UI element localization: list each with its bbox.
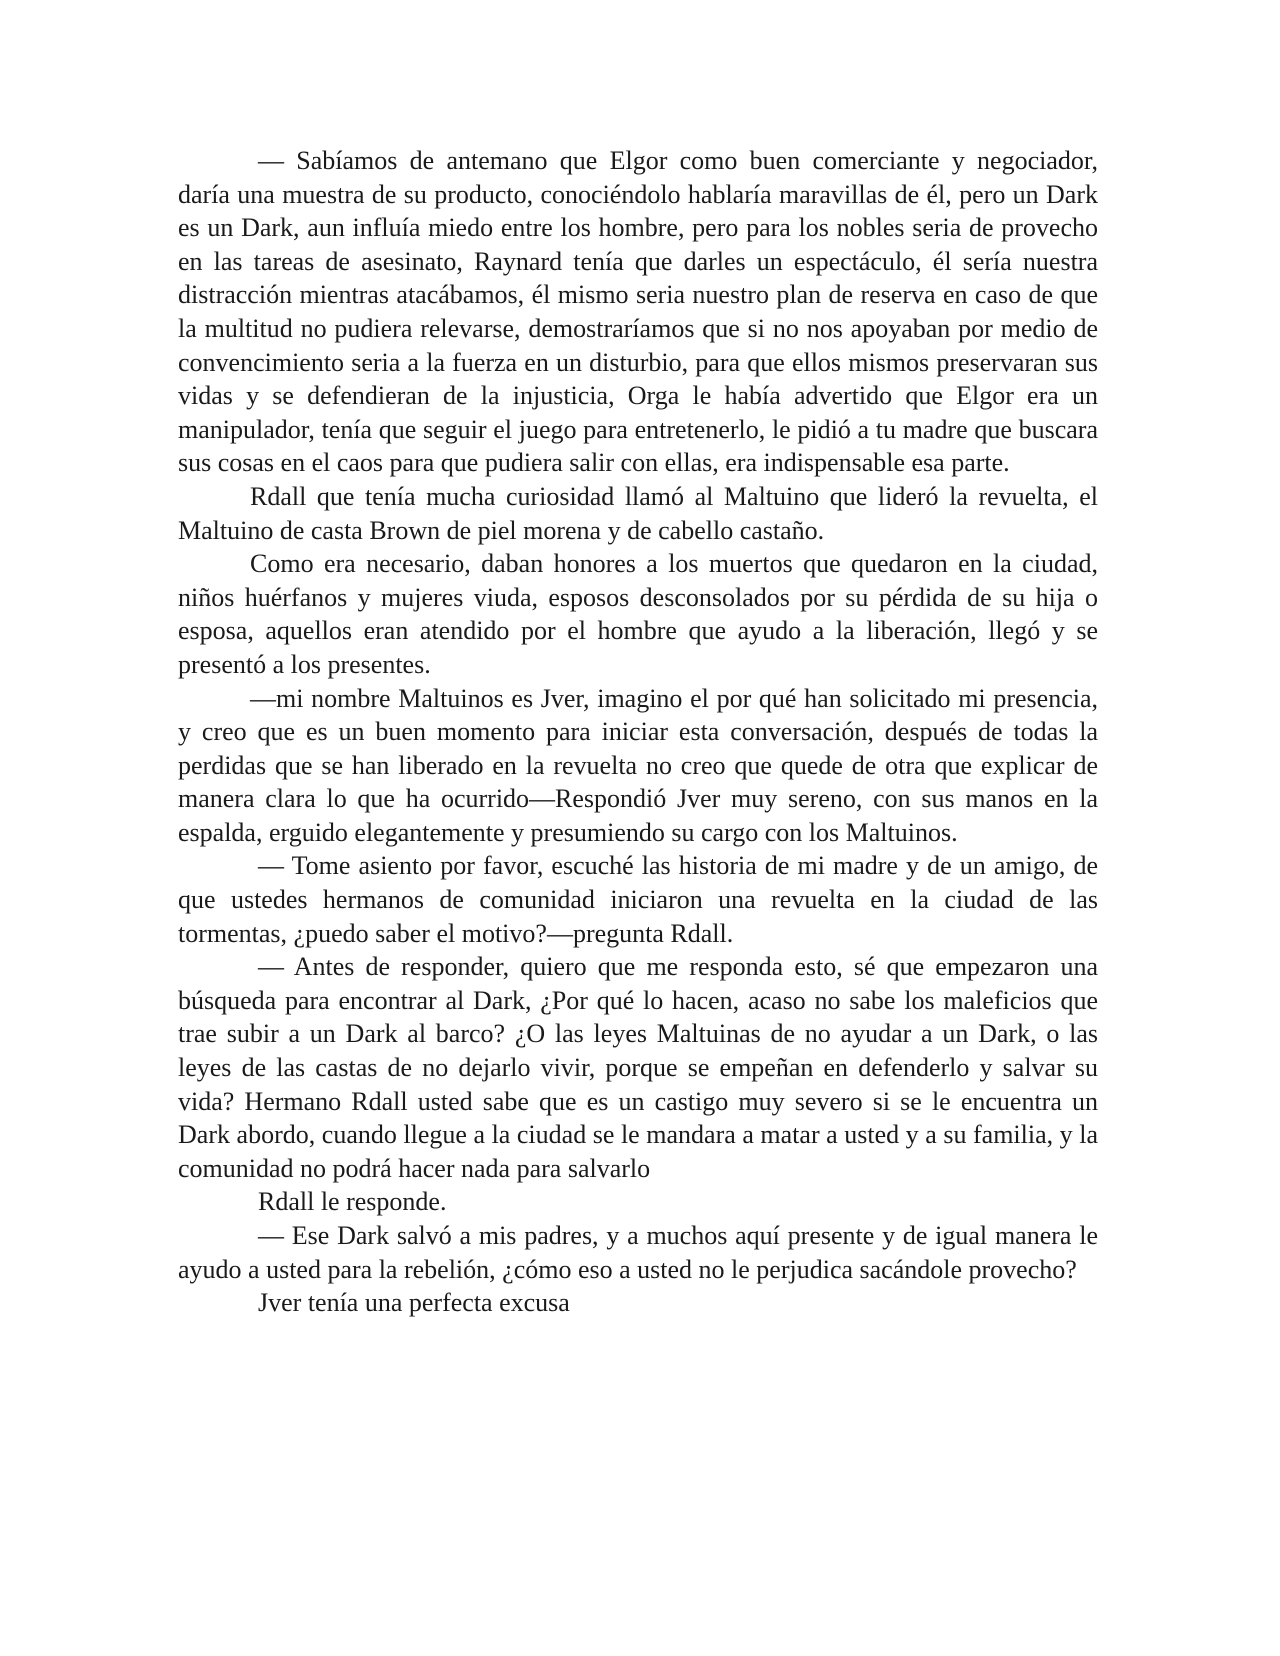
paragraph-narration-1: Rdall que tenía mucha curiosidad llamó al Maltuino que lideró la revuelta, el Maltuino de casta Brown de piel morena y de cabello castaño. bbox=[178, 481, 1098, 545]
paragraph-dialogue-4: — Antes de responder, quiero que me responda esto, sé que empezaron una búsqueda para encontrar al Dark, ¿Por qué lo hacen, acaso no sabe los maleficios que trae subir a un Dark al barco? ¿O las leyes Maltuinas de no ayudar a un Dark, o las leyes de las castas de no dejarlo vivir, porque se empeñan en defenderlo y salvar su vida? Hermano Rdall usted sabe que es un castigo muy severo si se le encuentra un Dark abordo, cuando llegue a la ciudad se le mandara a matar a usted y a su familia, y la comunidad no podrá hacer nada para salvarlo bbox=[178, 952, 1098, 1183]
paragraph-narration-2: Como era necesario, daban honores a los muertos que quedaron en la ciudad, niños huérfanos y mujeres viuda, esposos desconsolados por su pérdida de su hija o esposa, aquellos eran atendido por el hombre que ayudo a la liberación, llegó y se presentó a los presentes. bbox=[178, 549, 1098, 679]
paragraph-dialogue-3: — Tome asiento por favor, escuché las historia de mi madre y de un amigo, de que ustedes hermanos de comunidad iniciaron una revuelta en la ciudad de las tormentas, ¿puedo saber el motivo?—pregunta Rdall. bbox=[178, 851, 1098, 948]
document-page bbox=[178, 144, 1098, 1320]
paragraph-dialogue-5: — Ese Dark salvó a mis padres, y a muchos aquí presente y de igual manera le ayudo a usted para la rebelión, ¿cómo eso a usted no le perjudica sacándole provecho? bbox=[178, 1221, 1098, 1284]
paragraph-narration-4: Jver tenía una perfecta excusa bbox=[258, 1288, 570, 1318]
paragraph-dialogue-1: — Sabíamos de antemano que Elgor como buen comerciante y negociador, daría una muestra de su producto, conociéndolo hablaría maravillas de él, pero un Dark es un Dark, aun influía miedo entre los hombre, pero para los nobles seria de provecho en las tareas de asesinato, Raynard tenía que darles un espectáculo, él sería nuestra distracción mientras atacábamos, él mismo seria nuestro plan de reserva en caso de que la multitud no pudiera relevarse, demostraríamos que si no nos apoyaban por medio de convencimiento seria a la fuerza en un disturbio, para que ellos mismos preservaran sus vidas y se defendieran de la injusticia, Orga le había advertido que Elgor era un manipulador, tenía que seguir el juego para entretenerlo, le pidió a tu madre que buscara sus cosas en el caos para que pudiera salir con ellas, era indispensable esa parte. bbox=[178, 146, 1098, 478]
paragraph-dialogue-2: —mi nombre Maltuinos es Jver, imagino el por qué han solicitado mi presencia, y creo que es un buen momento para iniciar esta conversación, después de todas la perdidas que se han liberado en la revuelta no creo que quede de otra que explicar de manera clara lo que ha ocurrido—Respondió Jver muy sereno, con sus manos en la espalda, erguido elegantemente y presumiendo su cargo con los Maltuinos. bbox=[178, 683, 1098, 847]
paragraph-narration-3: Rdall le responde. bbox=[258, 1187, 447, 1217]
